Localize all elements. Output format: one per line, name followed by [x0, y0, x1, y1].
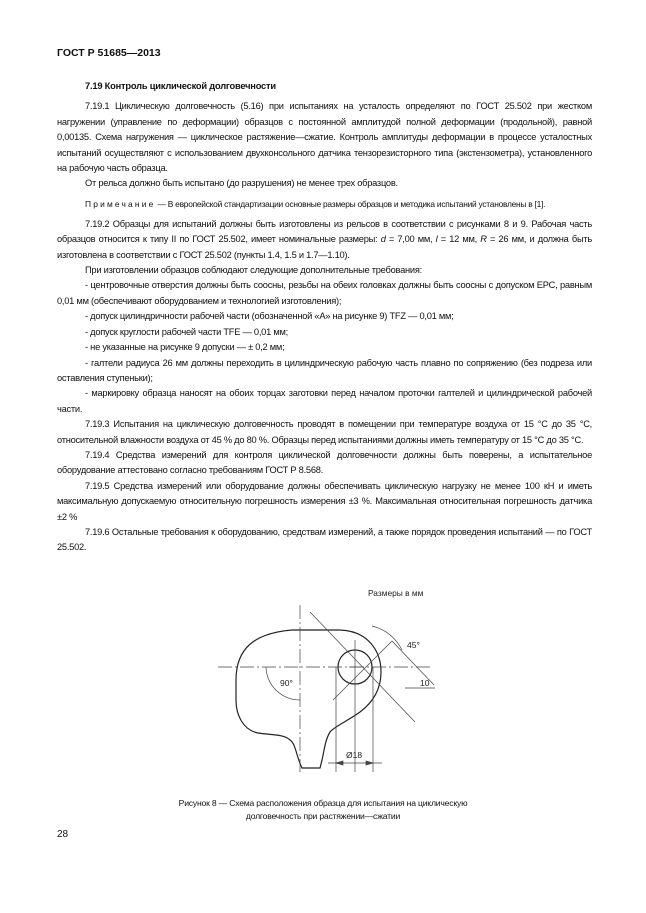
page-number: 28 [57, 829, 69, 840]
requirement-item: - центровочные отверстия должны быть соосны, резьбы на обеих головках должны быть соосны с допуском ЕРС, равным 0,01 мм (обеспечивают оборудованием и технологией изготовления); [57, 280, 592, 306]
paragraph-7-19-1: 7.19.1 Циклическую долговечность (5.16) при испытаниях на усталость определяют по ГОСТ 25.502 при жестком нагружении (управление по деформации) образцов с постоянной амплитудой полной деформации (продольной), равной 0,00135. Схема нагружения — циклическое растяжение—сжатие. Контроль амплитуды деформации в процессе усталостных испытаний осуществляют с использованием двухконсольного датчика тензорезисторного типа (экстензометра), установленного на рабочую часть образца. [57, 101, 592, 174]
dimensions-unit-label: Размеры в мм [368, 588, 424, 598]
figure-caption [100, 797, 546, 823]
section-content [57, 79, 592, 556]
paragraph-7-19-3: 7.19.3 Испытания на циклическую долговечность проводят в помещении при температуре воздуха от 15 °С до 35 °С, относительной влажности воздуха от 45 % до 80 %. Образцы перед испытаниями должны иметь температуру от 15 °С до 35 °С. [57, 419, 592, 445]
p3-part-e: = 26 мм, и должна быть изготовлена в соответствии с ГОСТ 25.502 (пункты 1.4, 1.5 и 1.7—1.10). [57, 234, 593, 260]
paragraph-7-19-4: 7.19.4 Средства измерений для контроля циклической долговечности должны быть поверены, а испытательное оборудование аттестовано согласно требованиям ГОСТ Р 8.568. [57, 449, 592, 476]
paragraph-7-19-2 [57, 217, 592, 263]
p3-part-a: 7.19.2 Образцы для испытаний должны быть изготовлены из рельсов в соответствии с рисунками 8 и 9. Рабочая часть образцов относится к типу II по ГОСТ 25.502, имеет номинальные размеры: [57, 218, 592, 245]
requirement-item: - галтели радиуса 26 мм должны переходить в цилиндрическую рабочую часть плавно по сопряжению (без подреза или оставления ступеньки); [57, 357, 592, 383]
dim-10-label: 10 [420, 678, 430, 688]
note [57, 198, 592, 211]
note-text: — В европейской стандартизации основные размеры образцов и методика испытаний установлены в [1]. [155, 198, 546, 209]
requirement-item: - допуск круглости рабочей части TFE — 0,01 мм; [85, 326, 288, 337]
p3-part-c: = 12 мм, [437, 234, 481, 245]
document-header-standard-code: ГОСТ Р 51685—2013 [57, 47, 161, 59]
requirement-item: - допуск цилиндричности рабочей части (обозначенной «А» на рисунке 9) TFZ — 0,01 мм; [85, 311, 454, 322]
section-title: 7.19 Контроль циклической долговечности [85, 81, 276, 91]
requirement-item: - не указанные на рисунке 9 допуски — ± 0,2 мм; [85, 342, 285, 353]
paragraph-7-19-6: 7.19.6 Остальные требования к оборудованию, средствам измерений, а также порядок проведения испытаний — по ГОСТ 25.502. [57, 526, 592, 553]
p3-symbol-l: l [435, 234, 438, 245]
figure-8-rail-specimen-diagram [200, 590, 450, 780]
angle-45-label: 45° [407, 640, 420, 650]
note-label: Примечание [85, 198, 156, 209]
paragraph-samples-count: От рельса должно быть испытано (до разрушения) не менее трех образцов. [85, 178, 398, 189]
paragraph-7-19-5: 7.19.5 Средства измерений или оборудование должны обеспечивать циклическую нагрузку не менее 100 кН и иметь максимальную допускаемую относительную погрешность измерения ±3 %. Максимальная относительная погрешность датчика ±2 % [57, 480, 592, 522]
requirement-item: - маркировку образца наносят на обоих торцах заготовки перед началом проточки галтелей и цилиндрической рабочей части. [57, 388, 592, 414]
p3-symbol-r: R [480, 234, 487, 245]
paragraph-requirements-intro: При изготовлении образцов соблюдают следующие дополнительные требования: [85, 265, 422, 276]
dim-18-label: Ø18 [346, 750, 363, 760]
angle-90-label: 90° [280, 678, 293, 688]
figure-caption-line1: Рисунок 8 — Схема расположения образца для испытания на циклическую [178, 798, 468, 808]
figure-caption-line2: долговечность при растяжении—сжатии [245, 811, 401, 821]
p3-symbol-d: d [380, 234, 386, 245]
p3-part-b: = 7,00 мм, [385, 234, 436, 245]
